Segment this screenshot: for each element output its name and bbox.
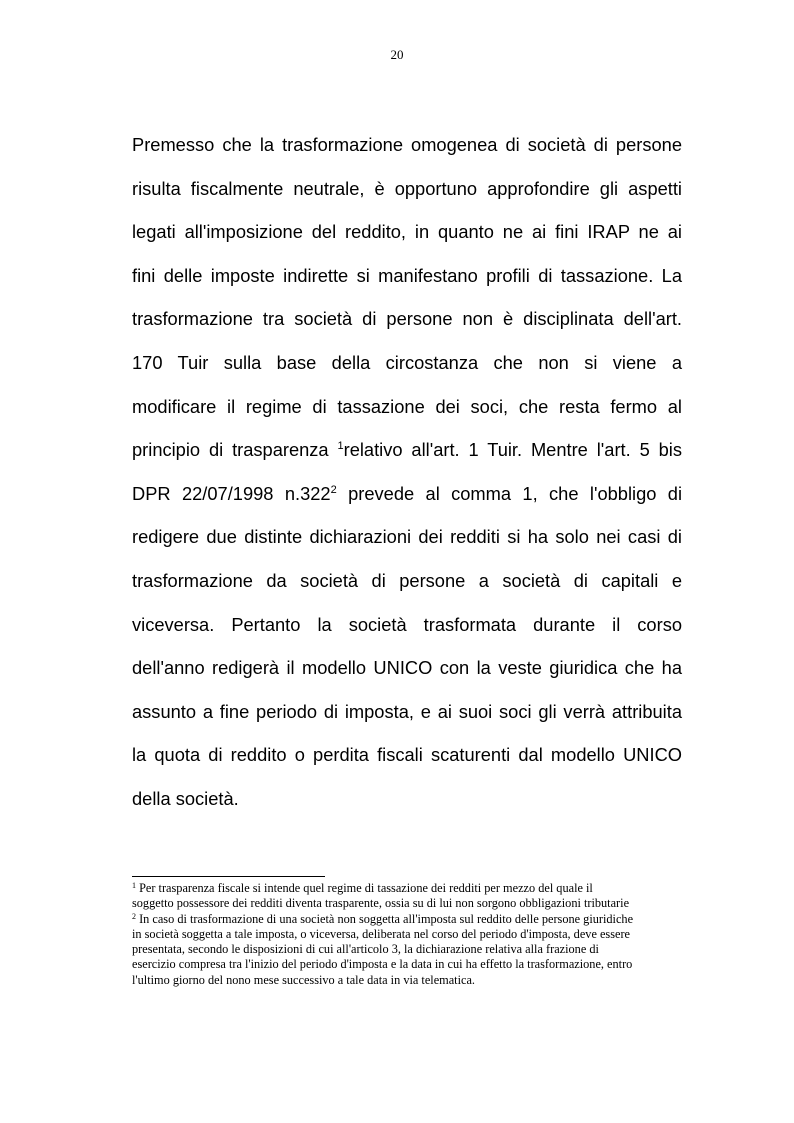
body-line: Premesso che la trasformazione omogenea di società di persone [132,134,682,155]
body-line: redigere due distinte dichiarazioni dei redditi si ha solo nei casi di [132,526,682,548]
footnote-marker-1: 1 [132,881,136,890]
body-text-segment: prevede al comma 1, che l'obbligo di [336,482,682,504]
footnotes [132,881,692,988]
page-number: 20 [390,47,404,62]
body-line: viceversa. Pertanto la società trasformata durante il corso [132,613,682,635]
footnote-ref-1[interactable]: 1 [337,440,344,453]
body-line: legati all'imposizione del reddito, in quanto ne ai fini IRAP ne ai [132,221,682,243]
body-text-segment: principio di trasparenza [132,439,338,461]
footnote-1-line [132,881,692,896]
footnote-ref-2[interactable]: 2 [330,483,337,496]
body-line: trasformazione tra società di persone non è disciplinata dell'art. [132,308,682,330]
body-line-footnote-2 [132,475,682,519]
footnote-2-line [132,912,692,927]
footnote-marker-2: 2 [132,911,136,921]
body-text-segment: DPR 22/07/1998 n.322 [132,482,331,504]
body-line-footnote-1 [132,431,682,475]
body-text [132,126,682,824]
body-line: assunto a fine periodo di imposta, e ai suoi soci gli verrà attribuita [132,700,682,722]
body-line: 170 Tuir sulla base della circostanza che non si viene a [132,351,682,373]
footnote-2-line: esercizio compresa tra l'inizio del periodo d'imposta e la data in cui ha effetto la trasformazione, entro [132,957,633,972]
footnote-2-line: in società soggetta a tale imposta, o viceversa, deliberata nel corso del periodo d'imposta, deve essere [132,926,631,941]
footnote-text: In caso di trasformazione di una società non soggetta all'imposta sul reddito delle persone giuridiche [136,911,634,926]
body-line: dell'anno redigerà il modello UNICO con la veste giuridica che ha [132,657,682,679]
body-text-segment: relativo all'art. 1 Tuir. Mentre l'art. 5 bis [343,439,682,461]
body-line: risulta fiscalmente neutrale, è opportuno approfondire gli aspetti [132,177,682,199]
body-line: modificare il regime di tassazione dei soci, che resta fermo al [132,395,682,417]
footnote-1-line: soggetto possessore dei redditi diventa trasparente, ossia su di lui non sorgono obbligazioni tributarie [132,896,630,911]
footnote-separator [132,876,325,877]
footnote-2-line: presentata, secondo le disposizioni di cui all'articolo 3, la dichiarazione relativa alla frazione di [132,942,599,957]
body-line-last: della società. [132,787,239,809]
body-line: fini delle imposte indirette si manifestano profili di tassazione. La [132,264,682,286]
body-line: la quota di reddito o perdita fiscali scaturenti dal modello UNICO [132,744,682,766]
footnote-text: Per trasparenza fiscale si intende quel regime di tassazione dei redditi per mezzo del quale il [136,881,593,895]
body-line: trasformazione da società di persone a società di capitali e [132,569,682,591]
footnote-2-line: l'ultimo giorno del nono mese successivo a tale data in via telematica. [132,972,476,987]
